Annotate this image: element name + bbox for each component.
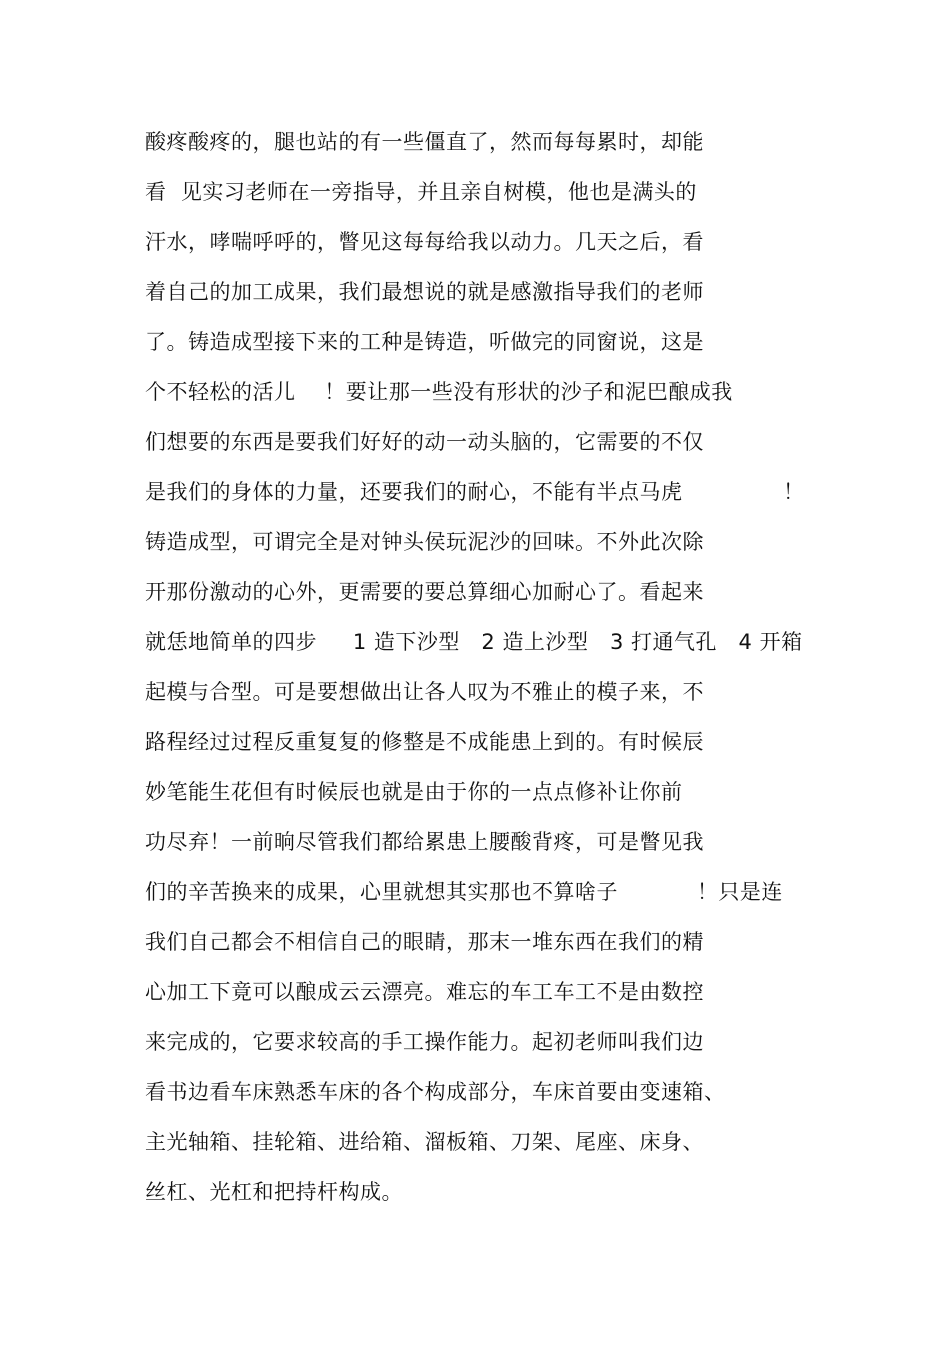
text-line: 着自己的加工成果，我们最想说的就是感激指导我们的老师 — [145, 280, 704, 304]
text-line: 主光轴箱、挂轮箱、进给箱、溜板箱、刀架、尾座、床身、 — [145, 1130, 704, 1154]
text-line: 看书边看车床熟悉车床的各个构成部分，车床首要由变速箱、 — [145, 1080, 726, 1104]
text-line: 们的辛苦换来的成果，心里就想其实那也不算啥子 ！只是连 — [145, 880, 783, 904]
text-line: 心加工下竟可以酿成云云漂亮。难忘的车工车工不是由数控 — [145, 980, 704, 1004]
text-line: 看 见实习老师在一旁指导，并且亲自树模，他也是满头的 — [145, 180, 697, 204]
text-line: 是我们的身体的力量，还要我们的耐心，不能有半点马虎 ！ — [145, 480, 805, 504]
text-line: 妙笔能生花但有时候辰也就是由于你的一点点修补让你前 — [145, 780, 683, 804]
text-line: 汗水，哮喘呼呼的，瞥见这每每给我以动力。几天之后，看 — [145, 230, 704, 254]
text-line: 功尽弃！一前晌尽管我们都给累患上腰酸背疼，可是瞥见我 — [145, 830, 704, 854]
text-line: 铸造成型，可谓完全是对钟头侯玩泥沙的回味。不外此次除 — [145, 530, 704, 554]
text-line: 就恁地简单的四步 1 造下沙型 2 造上沙型 3 打通气孔 4 开箱 — [145, 630, 803, 654]
text-line: 了。铸造成型接下来的工种是铸造，听做完的同窗说，这是 — [145, 330, 704, 354]
text-line: 丝杠、光杠和把持杆构成。 — [145, 1180, 403, 1204]
text-line: 起模与合型。可是要想做出让各人叹为不雅止的模子来，不 — [145, 680, 704, 704]
text-line: 路程经过过程反重复复的修整是不成能患上到的。有时候辰 — [145, 730, 704, 754]
text-line: 开那份激动的心外，更需要的要总算细心加耐心了。看起来 — [145, 580, 704, 604]
text-line: 酸疼酸疼的，腿也站的有一些僵直了，然而每每累时，却能 — [145, 130, 704, 154]
text-line: 我们自己都会不相信自己的眼睛，那末一堆东西在我们的精 — [145, 930, 704, 954]
text-line: 个不轻松的活儿 ！要让那一些没有形状的沙子和泥巴酿成我 — [145, 380, 733, 404]
text-line: 们想要的东西是要我们好好的动一动头脑的，它需要的不仅 — [145, 430, 704, 454]
text-line: 来完成的，它要求较高的手工操作能力。起初老师叫我们边 — [145, 1030, 704, 1054]
